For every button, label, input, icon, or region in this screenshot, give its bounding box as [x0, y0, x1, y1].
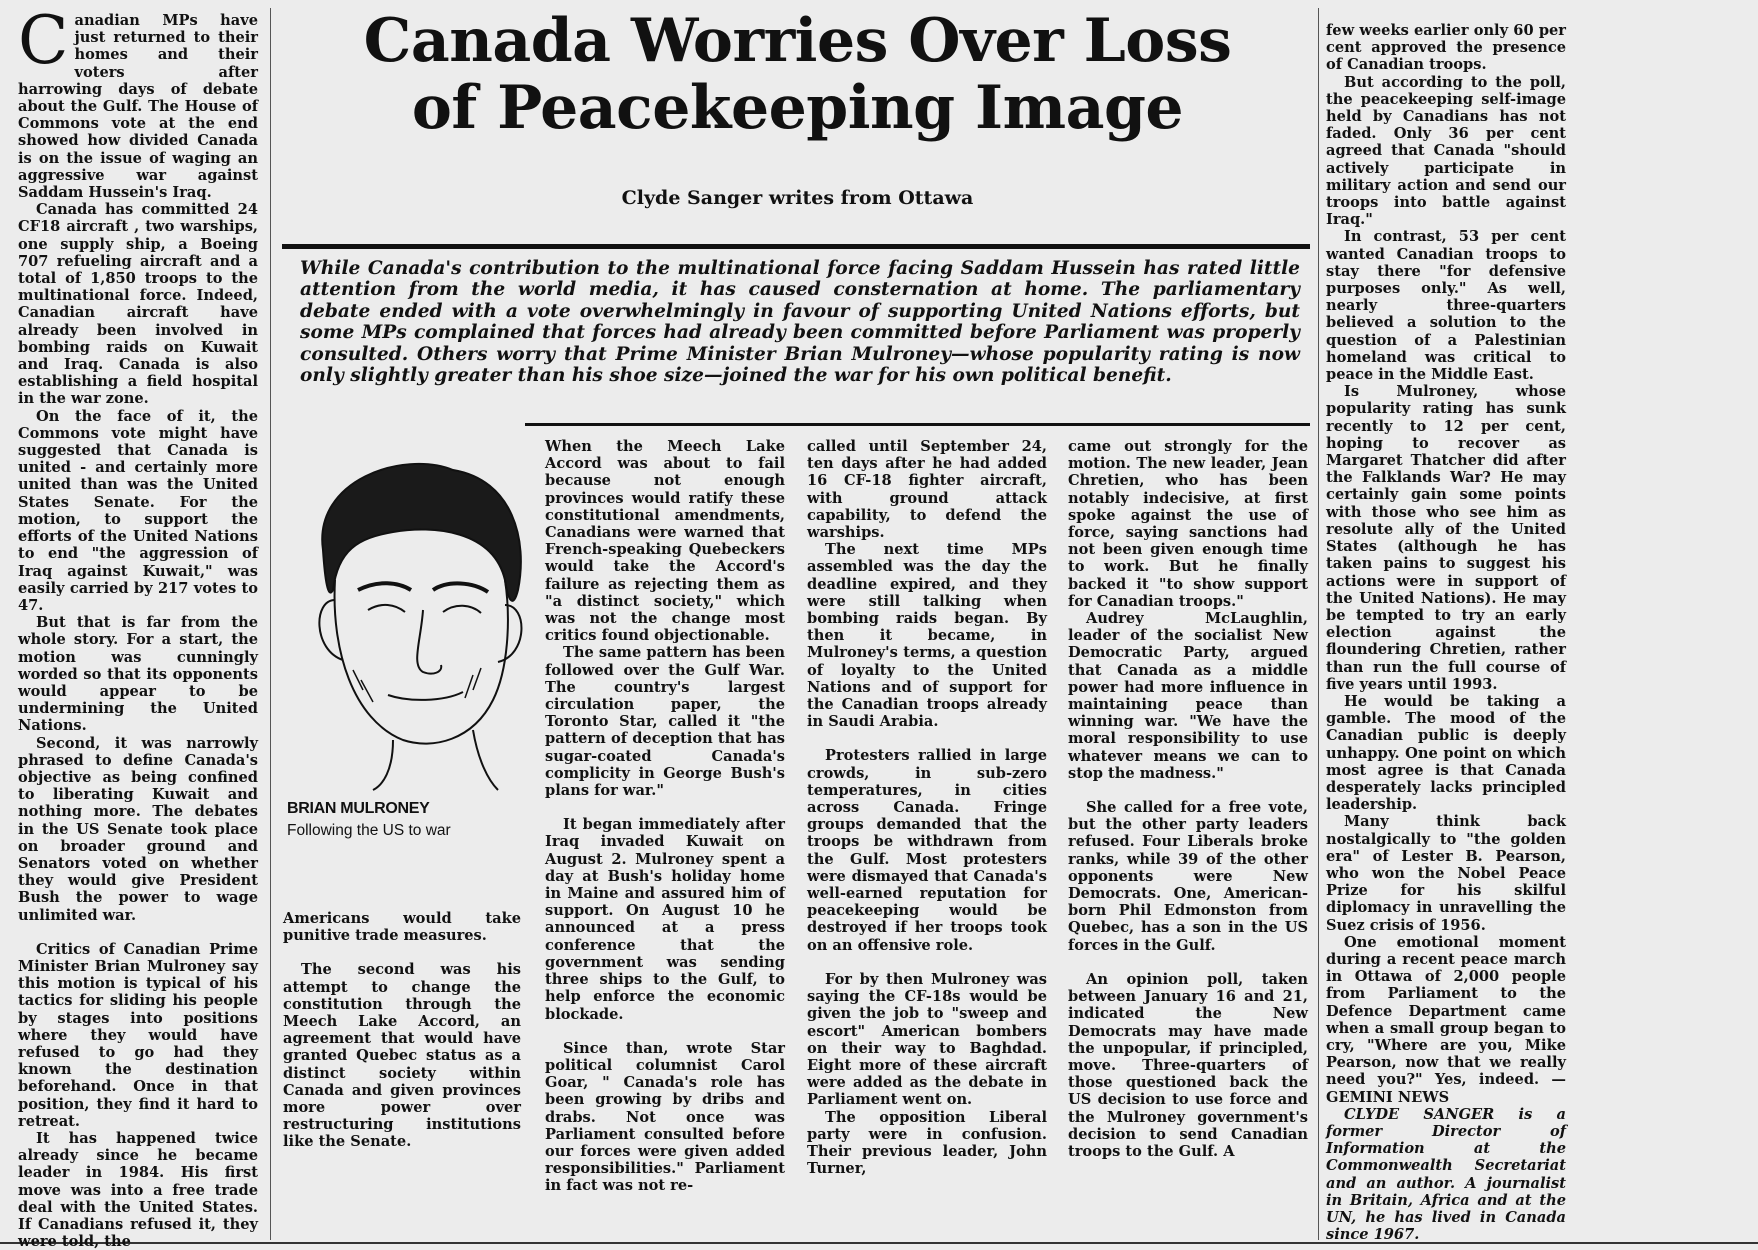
column-5 — [1068, 438, 1308, 1240]
col6-paragraph-6: Many think back nostalgically to "the golden era" of Lester B. Pearson, who won the Nobel Peace Prize for his skilful diplomacy in unravelling the Suez crisis of 1956. — [1326, 813, 1566, 934]
author-bio: CLYDE SANGER is a former Director of Information at the Commonwealth Secretariat and an author. A journalist in Britain, Africa and at the UN, he has lived in Canada since 1967. — [1326, 1105, 1566, 1244]
headline-line-1: Canada Worries Over Loss — [363, 6, 1232, 76]
col1-paragraph-4: But that is far from the whole story. For a start, the motion was cunningly worded so that its opponents would appear to be undermining the United Nations. — [18, 614, 258, 735]
column-rule-2 — [1318, 8, 1319, 1240]
col5-paragraph-1: came out strongly for the motion. The new leader, Jean Chretien, who has been notably indecisive, at first spoke against the use of force, saying sanctions had not been given enough time to work. But he finally backed it "to show support for Canadian troops." — [1068, 438, 1308, 610]
headline-line-2: of Peacekeeping Image — [411, 73, 1184, 143]
col6-paragraph-5: He would be taking a gamble. The mood of the Canadian public is deeply unhappy. One point on which most agree is that Canada desperately lacks principled leadership. — [1326, 692, 1566, 814]
headline — [280, 8, 1315, 142]
col4-paragraph-4: For by then Mulroney was saying the CF-18s would be given the job to "sweep and escort" American bombers on their way to Baghdad. Eight more of these aircraft were added as the debate in Parliament went on. — [807, 970, 1047, 1109]
portrait-jaw-shading — [353, 668, 481, 702]
col6-paragraph-7: One emotional moment during a recent peace march in Ottawa of 2,000 people from Parliament to the Defence Department came when a small group began to cry, "Where are you, Mike Pearson, now that we really need you?" Yes, indeed. —GEMINI NEWS — [1326, 933, 1566, 1106]
article-deck: While Canada's contribution to the multinational force facing Saddam Hussein has rated little attention from the world media, it has caused consternation at home. The parliamentary debate ended with a vote overwhelmingly in favour of supporting United Nations efforts, but some MPs complained that forces had already been committed before Parliament was properly consulted. Others worry that Prime Minister Brian Mulroney—whose popularity rating is now only slightly greater than his shoe size—joined the war for his own political benefit. — [300, 258, 1300, 387]
col5-paragraph-4: An opinion poll, taken between January 16 and 21, indicated the New Democrats may have made the unpopular, if principled, move. Three-quarters of those questioned back the US decision to use force and the Mulroney government's decision to send Canadian troops to the Gulf. A — [1068, 970, 1308, 1160]
col4-paragraph-5: The opposition Liberal party were in confusion. Their previous leader, John Turner, — [807, 1108, 1047, 1178]
photo-caption — [287, 798, 532, 842]
col1-paragraph-6: Critics of Canadian Prime Minister Brian Mulroney say this motion is typical of his tactics for sliding his people by stages into positions where they would have refused to go had they known the destination beforehand. Once in that position, they find it hard to retreat. — [18, 940, 258, 1130]
col2-paragraph-1: Americans would take punitive trade measures. — [283, 910, 521, 945]
portrait-ear-right — [498, 605, 521, 662]
byline: Clyde Sanger writes from Ottawa — [621, 187, 974, 209]
col6-paragraph-4: Is Mulroney, whose popularity rating has sunk recently to 12 per cent, hoping to recover as Margaret Thatcher did after the Falklands War? He may certainly gain some points with those who see him as resolute ally of the United States (although he has taken pains to suggest his actions were in support of the United Nations). He may be tempted to try an early election against the floundering Chretien, rather than run the full course of five years until 1993. — [1326, 383, 1566, 693]
col6-paragraph-1: few weeks earlier only 60 per cent approved the presence of Canadian troops. — [1326, 22, 1566, 74]
portrait-nose — [417, 610, 441, 674]
column-1 — [18, 2, 258, 1250]
col5-paragraph-2: Audrey McLaughlin, leader of the socialist New Democratic Party, argued that Canada as a middle power had more influence in maintaining peace than winning war. "We have the moral responsibility to use whatever means we can to stop the madness." — [1068, 610, 1308, 782]
col3-paragraph-2: The same pattern has been followed over the Gulf War. The country's largest circulation paper, the Toronto Star, called it "the pattern of deception that has sugar-coated Canada's complicity in George Bush's plans for war." — [545, 644, 785, 800]
col3-paragraph-1: When the Meech Lake Accord was about to fail because not enough provinces would ratify these constitutional amendments, Canadians were warned that French-speaking Quebeckers would take the Accord's failure as rejecting them as "a distinct society," which was not the change most critics found objectionable. — [545, 438, 785, 645]
col2-paragraph-2: The second was his attempt to change the constitution through the Meech Lake Accord, an agreement that would have granted Quebec status as a distinct society within Canada and given provinces more power over restructuring institutions like the Senate. — [283, 961, 521, 1151]
col3-paragraph-3: It began immediately after Iraq invaded Kuwait on August 2. Mulroney spent a day at Bush's holiday home in Maine and assured him of support. On August 10 he announced at a press conference that the government was sending three ships to the Gulf, to help enforce the economic blockade. — [545, 816, 785, 1023]
column-3 — [545, 438, 785, 1240]
col4-paragraph-2: The next time MPs assembled was the day the deadline expired, and they were still talking when bombing raids began. By then it became, in Mulroney's terms, a question of loyalty to the United Nations and of support for the Canadian troops already in Saudi Arabia. — [807, 541, 1047, 731]
portrait-chin — [373, 730, 498, 790]
col6-paragraph-3: In contrast, 53 per cent wanted Canadian troops to stay there "for defensive purposes only." As well, nearly three-quarters believed a solution to the question of a Palestinian homeland was critical to peace in the Middle East. — [1326, 228, 1566, 384]
col4-paragraph-3: Protesters rallied in large crowds, in sub-zero temperatures, in cities across Canada. Fringe groups demanded that the troops be withdrawn from the Gulf. Most protesters were dismayed that Canada's well-earned reputation for peacekeeping would be destroyed if her troops took on an offensive role. — [807, 747, 1047, 954]
column-4 — [807, 438, 1047, 1240]
drop-cap: C — [18, 2, 69, 79]
column-2 — [283, 910, 521, 1240]
deck-bottom-rule — [525, 423, 1310, 426]
col1-paragraph-5: Second, it was narrowly phrased to define Canada's objective as being confined to liberating Kuwait and nothing more. The debates in the US Senate took place on broader ground and Senators voted on whether they would give President Bush the power to wage unlimited war. — [18, 734, 258, 924]
portrait-hair — [322, 464, 521, 601]
column-rule-1 — [270, 8, 271, 1240]
column-6 — [1326, 22, 1566, 1244]
portrait-brow-right — [433, 583, 488, 592]
portrait-mouth — [388, 692, 463, 700]
col6-paragraph-2: But according to the poll, the peacekeeping self-image held by Canadians has not faded. Only 36 per cent agreed that Canada "should actively participate in military action and send our troops into battle against Iraq." — [1326, 73, 1566, 229]
caption-subtitle: Following the US to war — [287, 822, 451, 839]
portrait-eye-left — [368, 605, 405, 612]
col1-paragraph-7: It has happened twice already since he became leader in 1984. His first move was into a free trade deal with the United States. If Canadians refused it, they were told, the — [18, 1130, 258, 1250]
col5-paragraph-3: She called for a free vote, but the other party leaders refused. Four Liberals broke ranks, while 39 of the other opponents were New Democrats. One, American-born Phil Edmonston from Quebec, has a son in the US forces in the Gulf. — [1068, 799, 1308, 954]
col1-paragraph-1: Canadian MPs have just returned to their homes and their voters after harrowing days of debate about the Gulf. The House of Commons vote at the end showed how divided Canada is on the issue of waging an aggressive war against Saddam Hussein's Iraq. — [18, 2, 258, 202]
caption-name: BRIAN MULRONEY — [287, 800, 430, 817]
deck-top-rule — [282, 244, 1310, 249]
portrait-eye-right — [443, 606, 481, 613]
col1-paragraph-2: Canada has committed 24 CF18 aircraft , two warships, one supply ship, a Boeing 707 refueling aircraft and a total of 1,850 troops to the multinational force. Indeed, Canadian aircraft have already been involved in bombing raids on Kuwait and Iraq. Canada is also establishing a field hospital in the war zone. — [18, 201, 258, 408]
portrait-face — [335, 580, 508, 744]
col3-paragraph-4: Since than, wrote Star political columnist Carol Goar, " Canada's role has been growing by dribs and drabs. Not once was Parliament consulted before our forces were given added responsibilities." Parliament in fact was not re- — [545, 1039, 785, 1195]
portrait-brow-left — [358, 583, 411, 590]
col1-paragraph-3: On the face of it, the Commons vote might have suggested that Canada is united - and certainly more united than was the United States Senate. For the motion, to support the efforts of the United Nations to end "the aggression of Iraq against Kuwait," was easily carried by 217 votes to 47. — [18, 407, 258, 614]
portrait-illustration — [283, 440, 538, 790]
col4-paragraph-1: called until September 24, ten days after he had added 16 CF-18 fighter aircraft, with ground attack capability, to defend the warships. — [807, 438, 1047, 542]
